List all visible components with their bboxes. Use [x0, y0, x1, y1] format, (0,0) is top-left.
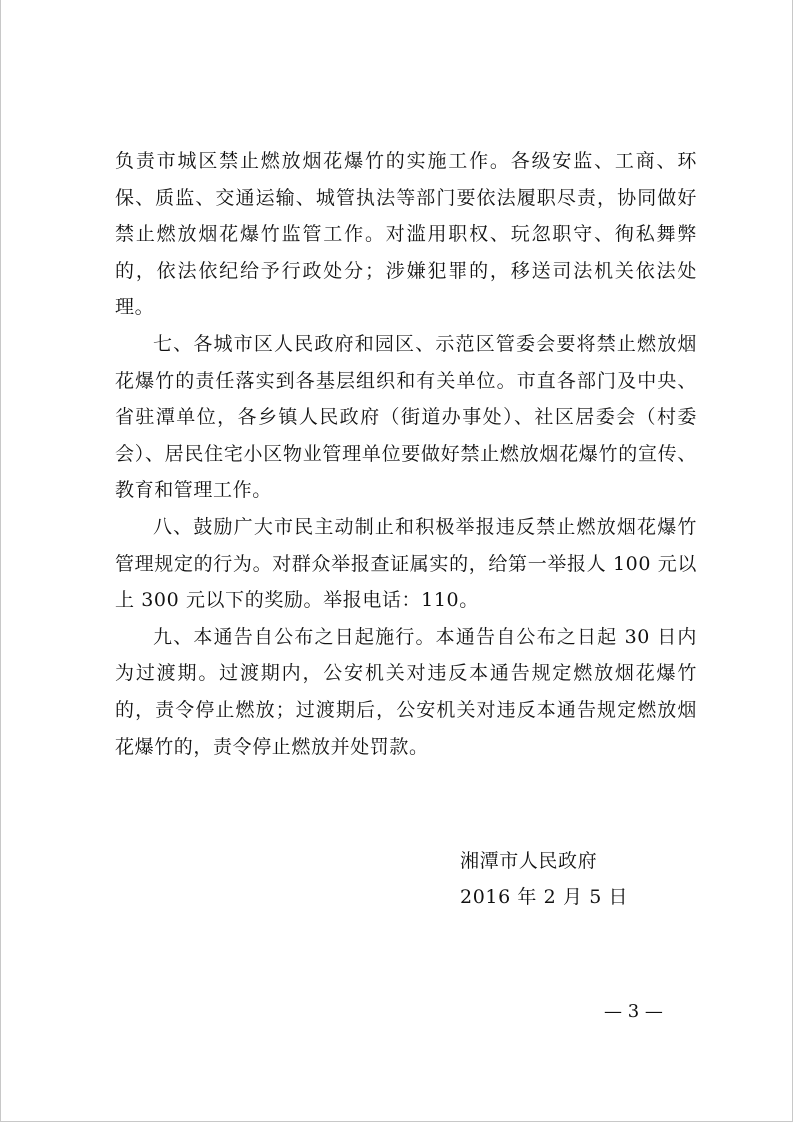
paragraph-item-9: 九、本通告自公布之日起施行。本通告自公布之日起 30 日内为过渡期。过渡期内，公安机关对违反本通告规定燃放烟花爆竹的，责令停止燃放；过渡期后，公安机关对违反本通告规定燃放烟花爆竹的，责令停止燃放并处罚款。 — [115, 625, 697, 758]
issue-date: 2016 年 2 月 5 日 — [460, 886, 629, 908]
page-edge-left — [0, 0, 1, 1122]
page-number: — 3 — — [604, 1001, 663, 1022]
paragraph-item-8: 八、鼓励广大市民主动制止和积极举报违反禁止燃放烟花爆竹管理规定的行为。对群众举报查证属实的，给第一举报人 100 元以上 300 元以下的奖励。举报电话：110。 — [115, 515, 697, 612]
paragraph-continuation: 负责市城区禁止燃放烟花爆竹的实施工作。各级安监、工商、环保、质监、交通运输、城管执法等部门要依法履职尽责，协同做好禁止燃放烟花爆竹监管工作。对滥用职权、玩忽职守、徇私舞弊的，依法依纪给予行政处分；涉嫌犯罪的，移送司法机关依法处理。 — [115, 150, 697, 319]
document-body — [115, 143, 697, 765]
paragraph-item-7: 七、各城市区人民政府和园区、示范区管委会要将禁止燃放烟花爆竹的责任落实到各基层组织和有关单位。市直各部门及中央、省驻潭单位，各乡镇人民政府（街道办事处）、社区居委会（村委会）、居民住宅小区物业管理单位要做好禁止燃放烟花爆竹的宣传、教育和管理工作。 — [115, 332, 697, 502]
signature-block — [460, 843, 700, 915]
issuer-name: 湘潭市人民政府 — [460, 850, 598, 872]
